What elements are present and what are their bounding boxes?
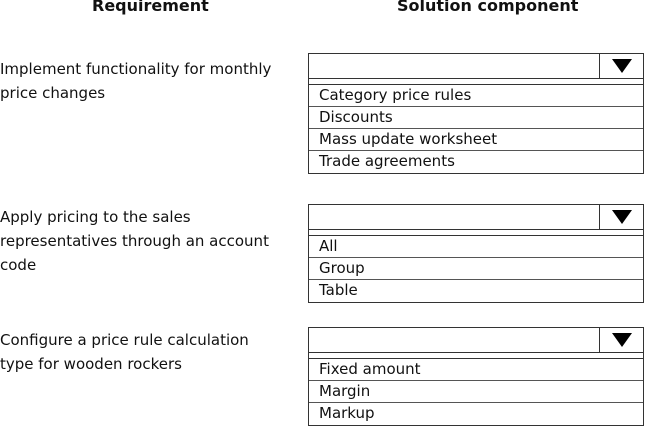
dropdown-option-category-price-rules[interactable]: Category price rules bbox=[309, 85, 643, 107]
dropdown-selected-value[interactable] bbox=[309, 328, 643, 353]
dropdown-option-all[interactable]: All bbox=[309, 236, 643, 258]
dropdown-option-markup[interactable]: Markup bbox=[319, 404, 375, 422]
triangle-down-icon bbox=[612, 59, 632, 73]
solution-dropdown-price-rule-calculation bbox=[308, 327, 644, 426]
dropdown-option-trade-agreements[interactable]: Trade agreements bbox=[319, 152, 455, 170]
dropdown-selected-value[interactable] bbox=[309, 54, 643, 79]
triangle-down-icon bbox=[612, 210, 632, 224]
requirement-text-price-rule-calculation: Configure a price rule calculation type for wooden rockers bbox=[0, 331, 249, 373]
dropdown-option-margin[interactable]: Margin bbox=[309, 381, 643, 403]
solution-component-column-header: Solution component bbox=[397, 0, 579, 15]
dropdown-option-discounts[interactable]: Discounts bbox=[309, 107, 643, 129]
solution-dropdown-account-code-pricing bbox=[308, 204, 644, 303]
dropdown-selected-value[interactable] bbox=[309, 205, 643, 230]
dropdown-option-group[interactable]: Group bbox=[309, 258, 643, 280]
dropdown-toggle-button[interactable] bbox=[599, 205, 643, 229]
dropdown-option-mass-update-worksheet[interactable]: Mass update worksheet bbox=[309, 129, 643, 151]
dropdown-toggle-button[interactable] bbox=[599, 328, 643, 352]
requirement-column-header: Requirement bbox=[92, 0, 209, 15]
requirement-text-account-code-pricing: Apply pricing to the sales representatives through an account code bbox=[0, 208, 269, 274]
dropdown-toggle-button[interactable] bbox=[599, 54, 643, 78]
triangle-down-icon bbox=[612, 333, 632, 347]
solution-dropdown-monthly-price-changes bbox=[308, 53, 644, 174]
requirement-text-monthly-price-changes: Implement functionality for monthly price changes bbox=[0, 60, 272, 102]
dropdown-option-fixed-amount[interactable]: Fixed amount bbox=[309, 359, 643, 381]
dropdown-option-table[interactable]: Table bbox=[319, 281, 358, 299]
